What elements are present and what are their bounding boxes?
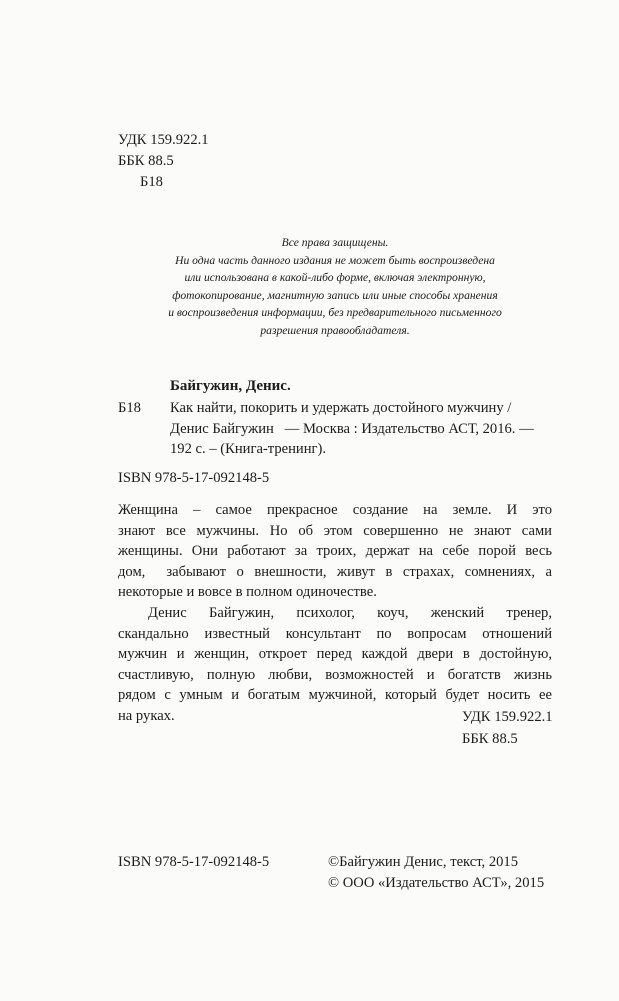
abstract-line: женщины. Они работают за троих, держат на себе порой весь	[118, 543, 552, 560]
udk-code: УДК 159.922.1	[118, 132, 209, 148]
bibliography-record	[170, 398, 550, 460]
abstract-line: некоторые и вовсе в полном одиночестве.	[118, 584, 377, 601]
bibliography-line: 192 с. – (Книга-тренинг).	[170, 441, 327, 458]
author-mark: Б18	[140, 174, 163, 190]
abstract-line: рядом с умным и богатым мужчиной, который будет носить ее	[118, 687, 552, 704]
abstract-line: Денис Байгужин, психолог, коуч, женский тренер,	[148, 604, 552, 621]
copyright-author: ©Байгужин Денис, текст, 2015	[328, 854, 519, 870]
abstract-line: дом, забывают о внешности, живут в страхах, сомнениях, а	[118, 563, 552, 580]
abstract-line: мужчин и женщин, откроет перед каждой двери в достойную,	[118, 646, 552, 663]
rights-line: и воспроизведения информации, без предварительного письменного	[168, 306, 502, 320]
bibliography-isbn: ISBN 978-5-17-092148-5	[118, 470, 270, 486]
abstract-line: скандально известный консультант по вопросам отношений	[118, 625, 552, 642]
bbk-code: ББК 88.5	[118, 153, 174, 169]
bibliography-line: Как найти, покорить и удержать достойного мужчину /	[170, 400, 512, 416]
bibliography-author: Байгужин, Денис.	[170, 378, 291, 394]
rights-line: Все права защищены.	[281, 236, 389, 249]
abstract-line: счастливую, полную любви, возможностей и богатств жизнь	[118, 666, 552, 683]
book-abstract	[118, 500, 552, 727]
copyright-publisher: © ООО «Издательство АСТ», 2015	[328, 875, 545, 891]
abstract-line: Женщина – самое прекрасное создание на земле. И это	[118, 502, 552, 518]
footer-isbn: ISBN 978-5-17-092148-5	[118, 854, 270, 870]
bibliography-line: Денис Байгужин — Москва : Издательство АСТ, 2016. —	[170, 420, 534, 437]
abstract-bbk-code: ББК 88.5	[462, 731, 518, 747]
rights-line: разрешения правообладателя.	[260, 323, 410, 337]
abstract-udk-code: УДК 159.922.1	[462, 709, 553, 725]
bibliography-code: Б18	[118, 400, 141, 416]
rights-line: фотокопирование, магнитную запись или иные способы хранения	[172, 288, 498, 302]
abstract-line: знают все мужчины. Но об этом совершенно не знают сами	[118, 522, 552, 539]
rights-notice	[140, 234, 530, 340]
rights-line: Ни одна часть данного издания не может быть воспроизведена	[175, 253, 495, 267]
abstract-line: на руках.	[118, 707, 175, 724]
abstract-paragraph	[118, 500, 552, 603]
rights-line: или использована в какой-либо форме, включая электронную,	[184, 271, 486, 285]
